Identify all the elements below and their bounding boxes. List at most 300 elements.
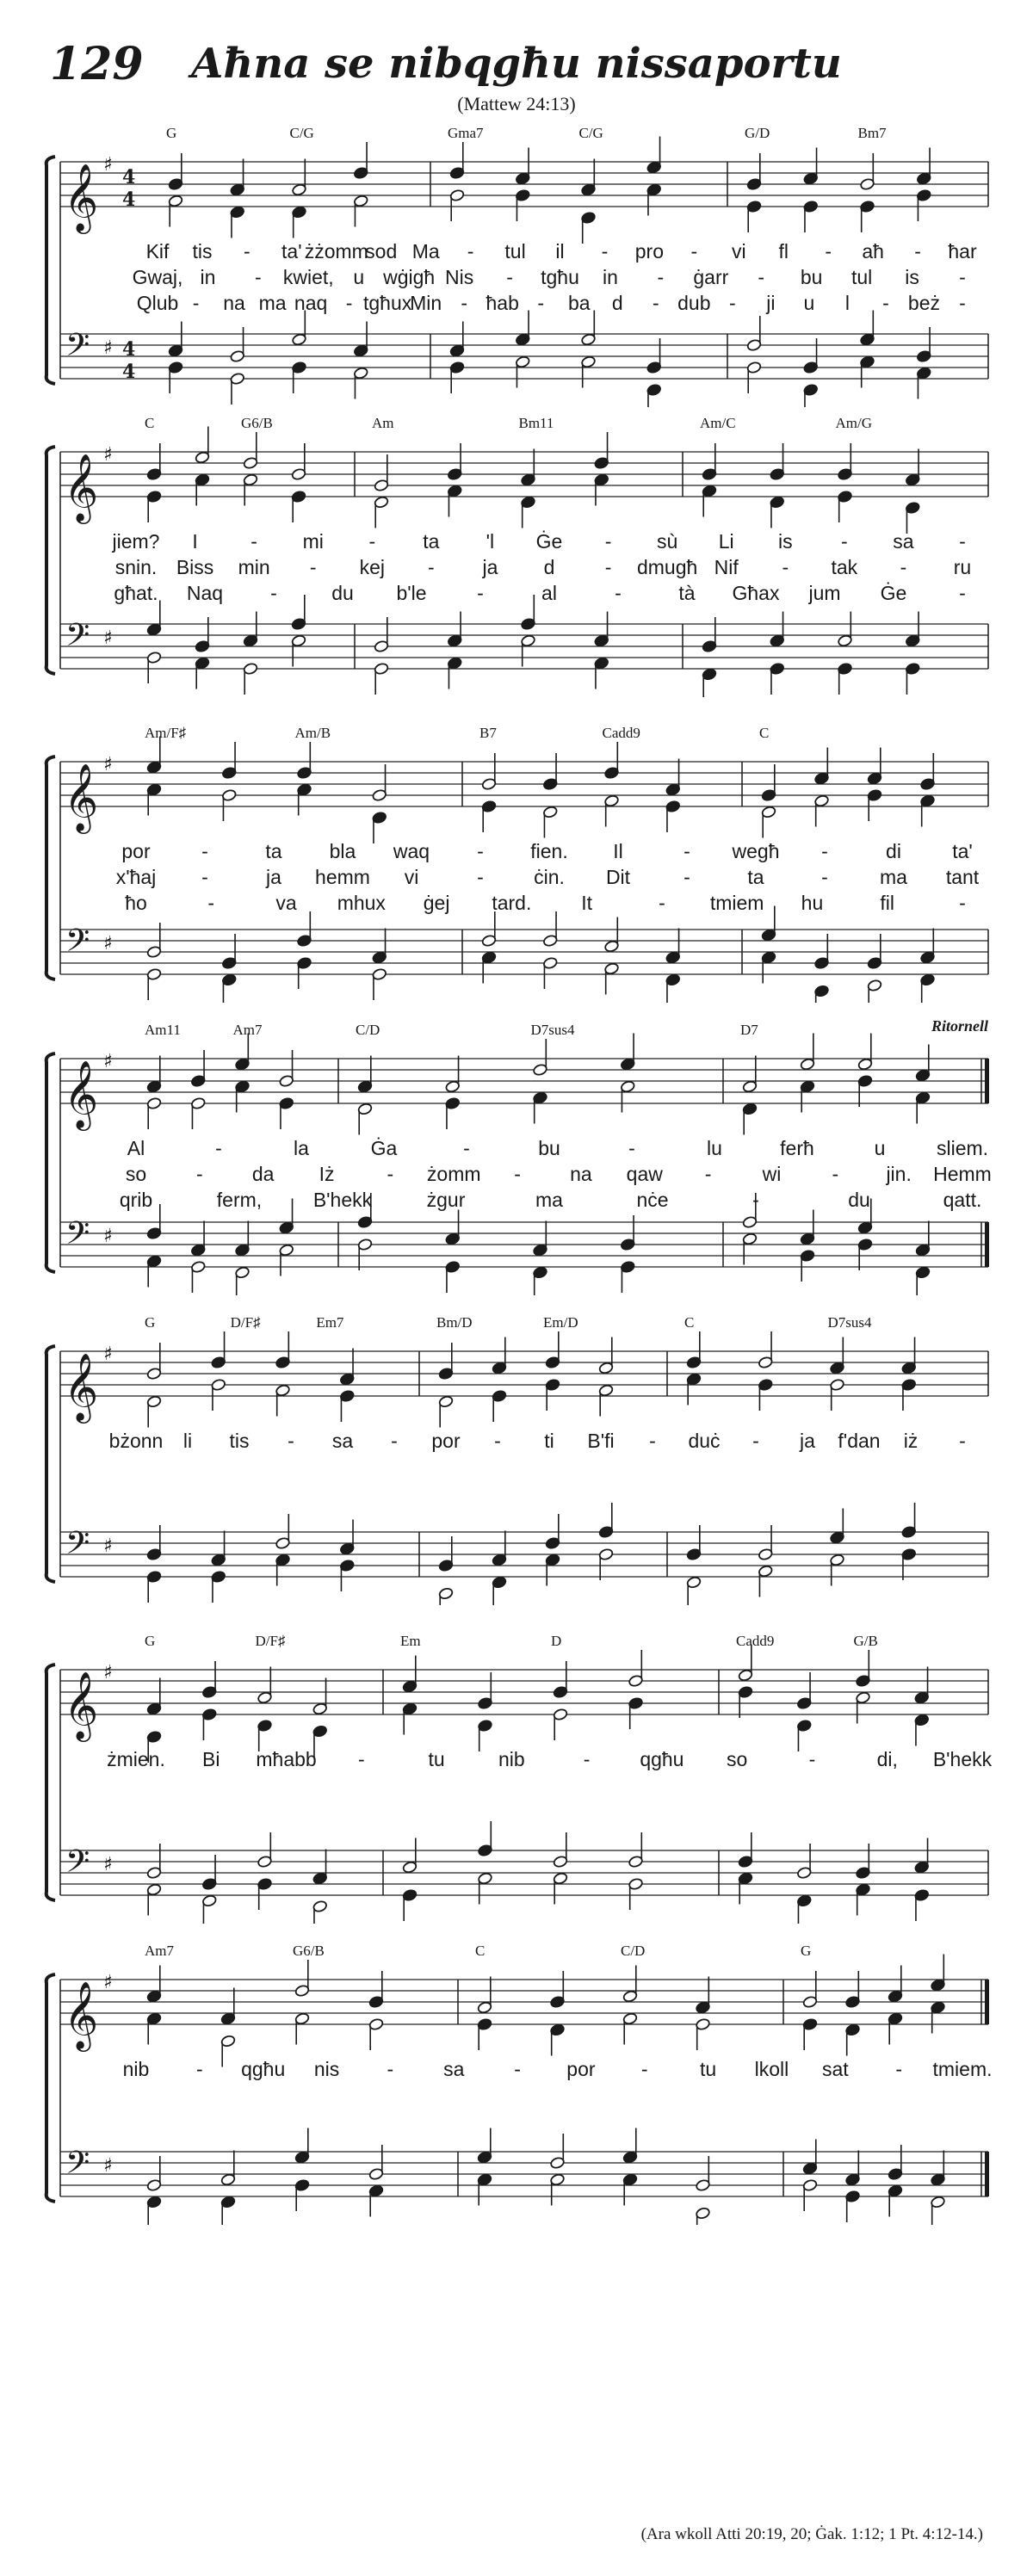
- chord-symbol: Cadd9: [736, 1633, 775, 1649]
- bass-clef-icon: 𝄢: [65, 923, 90, 967]
- lyric-syllable: -: [604, 530, 612, 553]
- lyric-syllable: -: [477, 866, 484, 888]
- lyric-syllable: -: [368, 530, 376, 553]
- note: [291, 443, 306, 481]
- note: [888, 2184, 903, 2217]
- lyric-syllable: tà: [678, 582, 696, 604]
- lyric-syllable: żomm: [426, 1163, 481, 1185]
- lyric-syllable: por: [431, 1430, 461, 1452]
- note: [550, 1971, 566, 2009]
- note: [477, 2017, 492, 2050]
- lyric-syllable: d: [611, 292, 623, 314]
- lyric-syllable: u: [803, 292, 815, 314]
- note: [905, 501, 920, 534]
- lyric-syllable: ta': [952, 840, 973, 862]
- note: [372, 967, 387, 1000]
- note: [235, 1266, 251, 1295]
- note: [830, 1554, 845, 1586]
- lyric-syllable: -: [841, 530, 848, 553]
- note: [802, 2140, 818, 2176]
- system-5: [0, 1308, 1033, 1605]
- lyric-syllable: -: [684, 840, 690, 862]
- note: [146, 1570, 162, 1603]
- note: [802, 2178, 818, 2211]
- lyric-syllable: Ma: [411, 240, 440, 263]
- note: [372, 811, 387, 843]
- note: [221, 742, 237, 780]
- note: [761, 764, 776, 802]
- lyric-syllable: sliem.: [936, 1137, 989, 1159]
- lyric-syllable: Min: [410, 292, 442, 314]
- lyric-syllable: -: [192, 292, 200, 314]
- note: [478, 1719, 493, 1751]
- note: [533, 1039, 548, 1077]
- bass-clef-icon: 𝄢: [65, 1844, 90, 1887]
- treble-clef-icon: 𝄞: [64, 1981, 99, 2049]
- lyric-syllable: żmien.: [107, 1748, 165, 1770]
- note: [581, 211, 597, 244]
- note: [481, 753, 497, 791]
- note: [604, 742, 620, 780]
- lyric-syllable: ta: [265, 840, 282, 862]
- lyric-syllable: hu: [801, 892, 824, 914]
- lyric-syllable: -: [387, 2058, 394, 2080]
- time-signature-bottom: 4: [122, 361, 136, 383]
- note: [294, 2128, 310, 2165]
- note: [915, 1221, 931, 1257]
- lyric-syllable: sa: [893, 530, 914, 553]
- note: [515, 311, 530, 347]
- lyric-syllable: ferħ: [780, 1137, 814, 1159]
- lyric-syllable: fien.: [530, 840, 568, 862]
- lyric-syllable: tmiem.: [932, 2058, 993, 2080]
- note: [550, 2173, 566, 2206]
- note: [292, 361, 307, 393]
- lyric-syllable: d: [543, 556, 555, 578]
- note: [845, 2151, 861, 2187]
- note: [374, 454, 389, 492]
- note: [190, 1050, 206, 1088]
- note: [168, 361, 183, 393]
- lyric-syllable: sa: [443, 2058, 465, 2080]
- note: [758, 1331, 773, 1369]
- treble-staff: [60, 762, 988, 806]
- bass-staff: [60, 1532, 988, 1577]
- lyric-syllable: -: [825, 240, 832, 263]
- chord-symbol: G/D: [745, 125, 770, 141]
- lyric-syllable: u: [874, 1137, 886, 1159]
- lyric-syllable: B'hekk: [312, 1189, 373, 1211]
- lyric-syllable: -: [255, 266, 262, 288]
- note: [860, 153, 875, 191]
- lyric-syllable: -: [821, 840, 828, 862]
- note: [860, 311, 875, 347]
- lyric-syllable: -: [752, 1189, 759, 1211]
- note: [257, 1719, 273, 1751]
- note: [598, 1503, 614, 1539]
- lyric-syllable: -: [959, 266, 966, 288]
- note: [438, 1587, 454, 1605]
- note: [339, 1389, 355, 1422]
- note: [796, 1719, 812, 1751]
- note: [696, 2017, 711, 2050]
- lyric-syllable: -: [895, 2058, 902, 2080]
- note: [190, 1260, 206, 1293]
- treble-clef-icon: 𝄞: [64, 763, 99, 831]
- note: [477, 1977, 492, 2015]
- note: [445, 1056, 461, 1094]
- note: [146, 737, 162, 775]
- lyric-syllable: so: [125, 1163, 147, 1185]
- lyric-syllable: -: [201, 840, 208, 862]
- note: [297, 783, 312, 816]
- lyric-syllable: mi: [302, 530, 324, 553]
- chord-symbol: G: [145, 1314, 156, 1331]
- lyric-syllable: nib: [498, 1748, 525, 1770]
- lyric-syllable: Qlub: [136, 292, 179, 314]
- note: [628, 1877, 644, 1910]
- note: [190, 1096, 206, 1129]
- note: [230, 159, 245, 197]
- note: [291, 595, 306, 631]
- note: [312, 1678, 328, 1716]
- lyric-syllable: -: [684, 866, 690, 888]
- note: [374, 662, 389, 695]
- lyric-syllable: -: [690, 240, 698, 263]
- note: [914, 1667, 930, 1705]
- note: [146, 2012, 162, 2045]
- lyric-syllable: pro: [634, 240, 665, 263]
- note: [594, 432, 609, 470]
- key-signature-sharp-icon: ♯: [103, 933, 113, 954]
- lyric-syllable: Biss: [176, 556, 214, 578]
- chord-symbol: D7: [740, 1022, 758, 1038]
- note: [449, 188, 465, 221]
- note: [230, 206, 245, 238]
- note: [402, 1888, 418, 1921]
- note: [402, 1702, 418, 1735]
- lyric-syllable: Gwaj,: [132, 266, 183, 288]
- note: [581, 159, 597, 197]
- chord-symbol: G: [145, 1633, 156, 1649]
- lyric-syllable: vi: [404, 866, 419, 888]
- note: [738, 1872, 753, 1905]
- lyric-syllable: tgħu: [541, 266, 579, 288]
- lyric-syllable: ma: [258, 292, 287, 314]
- note: [146, 443, 162, 481]
- lyric-syllable: -: [959, 892, 966, 914]
- note: [492, 1576, 507, 1605]
- note: [581, 311, 597, 347]
- note: [742, 1232, 758, 1265]
- note: [447, 612, 462, 648]
- lyric-syllable: lu: [707, 1137, 722, 1159]
- system-3: [0, 719, 1033, 1003]
- note: [746, 361, 762, 393]
- lyric-syllable: -: [657, 266, 665, 288]
- final-barline: [985, 1059, 989, 1103]
- note: [594, 473, 609, 506]
- lyric-syllable: ħo: [125, 892, 147, 914]
- chord-symbol: G: [166, 125, 177, 141]
- note: [914, 1714, 930, 1746]
- note: [297, 956, 312, 989]
- lyric-syllable: -: [583, 1748, 591, 1770]
- lyric-syllable: ti: [544, 1430, 554, 1452]
- note: [146, 783, 162, 816]
- note: [901, 1503, 917, 1539]
- lyric-syllable: naq: [294, 292, 328, 314]
- note: [279, 1199, 294, 1235]
- note: [665, 973, 681, 1003]
- note: [604, 794, 620, 827]
- note: [402, 1838, 418, 1875]
- note: [275, 1554, 291, 1586]
- lyric-syllable: -: [467, 240, 474, 263]
- note: [243, 662, 258, 695]
- bass-clef-icon: 𝄢: [65, 327, 90, 371]
- lyric-syllable: -: [808, 1748, 816, 1770]
- note: [814, 748, 830, 786]
- lyric-syllable: nib: [122, 2058, 150, 2080]
- note: [814, 794, 830, 827]
- lyric-syllable: ja: [800, 1430, 815, 1452]
- note: [915, 1045, 931, 1083]
- note: [800, 1249, 815, 1282]
- lyric-syllable: vi: [731, 240, 746, 263]
- note: [353, 195, 368, 227]
- chord-symbol: D7sus4: [827, 1314, 872, 1331]
- lyric-syllable: Bi: [202, 1748, 220, 1770]
- bass-staff: [60, 1850, 988, 1895]
- lyric-syllable: na: [570, 1163, 592, 1185]
- chord-symbol: Em/D: [543, 1314, 578, 1331]
- chord-symbol: Am: [372, 415, 394, 431]
- note: [845, 2190, 861, 2222]
- note: [146, 490, 162, 522]
- note: [195, 427, 210, 465]
- lyric-syllable: qgħu: [640, 1748, 684, 1770]
- note: [901, 1547, 917, 1580]
- note: [235, 1221, 251, 1257]
- lyric-syllable: -: [537, 292, 545, 314]
- note: [915, 1266, 931, 1295]
- note: [800, 1080, 815, 1113]
- lyric-syllable: b'le: [396, 582, 427, 604]
- lyric-syllable: sat: [821, 2058, 849, 2080]
- lyric-syllable: por: [121, 840, 151, 862]
- note: [220, 1988, 236, 2026]
- lyric-syllable: tul: [504, 240, 526, 263]
- lyric-syllable: nċe: [636, 1189, 669, 1211]
- lyric-syllable: wegħ: [732, 840, 780, 862]
- note: [581, 355, 597, 388]
- note: [920, 794, 936, 827]
- chord-symbol: C: [145, 415, 155, 431]
- note: [686, 1576, 702, 1605]
- note: [830, 1378, 845, 1411]
- lyric-syllable: -: [821, 866, 828, 888]
- chord-symbol: C/D: [356, 1022, 380, 1038]
- note: [931, 2151, 946, 2187]
- chord-symbol: G6/B: [241, 415, 273, 431]
- lyric-syllable: Al: [127, 1137, 145, 1159]
- note: [770, 443, 785, 481]
- note: [449, 142, 465, 180]
- lyric-syllable: -: [477, 840, 484, 862]
- note: [867, 788, 882, 821]
- lyric-syllable: ma: [535, 1189, 563, 1211]
- note: [279, 1244, 294, 1276]
- note: [545, 1331, 560, 1369]
- note: [211, 1378, 226, 1411]
- treble-clef-icon: 𝄞: [64, 454, 99, 522]
- lyric-syllable: -: [514, 2058, 521, 2080]
- note: [195, 473, 210, 506]
- note: [761, 806, 776, 838]
- note: [481, 951, 497, 984]
- system-bracket: [46, 157, 60, 384]
- note: [353, 142, 368, 180]
- lyric-syllable: għat.: [114, 582, 158, 604]
- note: [545, 1554, 560, 1586]
- note: [492, 1389, 507, 1422]
- lyric-syllable: tu: [700, 2058, 717, 2080]
- note: [856, 1691, 871, 1724]
- lyric-syllable: -: [615, 582, 622, 604]
- lyric-syllable: beż: [907, 292, 941, 314]
- lyric-syllable: -: [782, 556, 789, 578]
- lyric-syllable: hemm: [315, 866, 370, 888]
- note: [802, 1971, 818, 2009]
- note: [802, 2017, 818, 2050]
- note: [905, 612, 920, 648]
- lyric-syllable: duċ: [688, 1430, 721, 1452]
- treble-clef-icon: 𝄞: [64, 1060, 99, 1128]
- lyric-syllable: -: [387, 1163, 394, 1185]
- treble-staff: [60, 1670, 988, 1714]
- note: [604, 962, 620, 995]
- note: [620, 1080, 635, 1113]
- note: [146, 967, 162, 1000]
- lyric-syllable: -: [494, 1430, 501, 1452]
- lyric-syllable: qatt.: [943, 1189, 982, 1211]
- note: [553, 1708, 568, 1740]
- note: [901, 1337, 917, 1375]
- lyric-syllable: Naq: [186, 582, 224, 604]
- lyric-syllable: snin.: [114, 556, 158, 578]
- lyric-syllable: ru: [953, 556, 972, 578]
- lyric-syllable: da: [251, 1163, 275, 1185]
- note: [168, 195, 183, 227]
- ritornell-label: Ritornell: [931, 1017, 988, 1035]
- note: [905, 449, 920, 487]
- note: [598, 1547, 614, 1580]
- note: [449, 322, 465, 358]
- key-signature-sharp-icon: ♯: [103, 1226, 113, 1247]
- lyric-syllable: la: [294, 1137, 309, 1159]
- note: [447, 485, 462, 517]
- chord-symbol: G: [801, 1943, 812, 1959]
- chord-symbol: D/F♯: [255, 1633, 286, 1649]
- lyric-syllable: tul: [851, 266, 873, 288]
- note: [916, 188, 931, 221]
- lyric-syllable: ħar: [948, 240, 977, 263]
- note: [758, 1565, 773, 1597]
- note: [888, 1966, 903, 2004]
- note: [146, 1056, 162, 1094]
- note: [220, 2151, 236, 2187]
- note: [814, 985, 830, 1003]
- lyric-syllable: kej: [359, 556, 385, 578]
- note: [190, 1221, 206, 1257]
- final-barline: [985, 1222, 989, 1267]
- lyric-syllable: jin.: [886, 1163, 912, 1185]
- lyric-syllable: li: [182, 1430, 193, 1452]
- bass-staff: [60, 2152, 988, 2196]
- note: [243, 473, 258, 506]
- note: [742, 1056, 758, 1094]
- chord-symbol: G6/B: [293, 1943, 325, 1959]
- system-2: [0, 409, 1033, 697]
- note: [292, 206, 307, 238]
- note: [492, 1531, 507, 1567]
- note: [146, 1678, 162, 1716]
- note: [770, 612, 785, 648]
- system-bracket: [46, 1346, 60, 1582]
- note: [478, 1872, 493, 1905]
- note: [477, 2128, 492, 2165]
- lyric-syllable: so: [727, 1748, 748, 1770]
- note: [146, 1883, 162, 1916]
- note: [521, 496, 536, 528]
- note: [696, 1977, 711, 2015]
- lyric-syllable: ċin.: [534, 866, 565, 888]
- lyric-syllable: -: [914, 240, 921, 263]
- key-signature-sharp-icon: ♯: [103, 154, 113, 176]
- note: [545, 1378, 560, 1411]
- lyric-syllable: -: [959, 292, 966, 314]
- note: [542, 956, 558, 989]
- note: [761, 951, 776, 984]
- chord-symbol: C/G: [289, 125, 314, 141]
- lyric-syllable: żżomm: [304, 240, 368, 263]
- lyric-syllable: -: [659, 892, 665, 914]
- note: [357, 1238, 373, 1270]
- note: [838, 662, 853, 695]
- note: [622, 2173, 638, 2206]
- note: [916, 367, 931, 399]
- bass-staff: [60, 930, 988, 974]
- note: [445, 1210, 461, 1246]
- note: [478, 1672, 493, 1710]
- lyric-syllable: nis: [313, 2058, 340, 2080]
- treble-staff: [60, 1351, 988, 1396]
- lyric-syllable: f'dan: [838, 1430, 881, 1452]
- system-bracket: [46, 757, 60, 979]
- lyric-syllable: wġigħ: [383, 266, 436, 288]
- note: [686, 1331, 702, 1369]
- note: [665, 929, 681, 965]
- note: [201, 1894, 217, 1924]
- note: [146, 1966, 162, 2004]
- note: [279, 1050, 294, 1088]
- note: [368, 1971, 384, 2009]
- note: [445, 1096, 461, 1129]
- note: [339, 1349, 355, 1387]
- note: [796, 1894, 812, 1924]
- lyric-syllable: sod: [365, 240, 398, 263]
